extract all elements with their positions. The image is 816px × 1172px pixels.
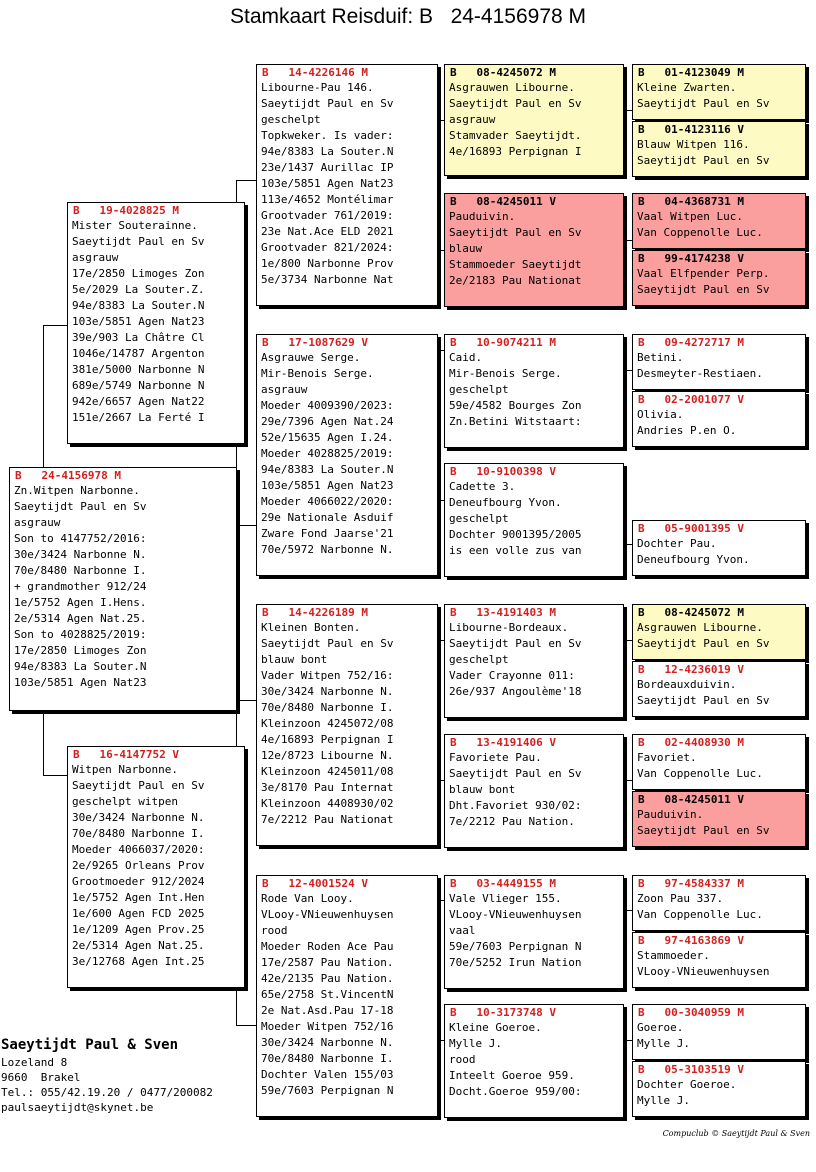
pedigree-line: Favoriete Pau. xyxy=(449,751,542,764)
pedigree-line: Kleinen Bonten. xyxy=(261,621,361,634)
connector xyxy=(236,525,256,526)
connector xyxy=(43,325,44,471)
pedigree-card-sire xyxy=(67,202,245,444)
pedigree-line: Saeytijdt Paul en Sv xyxy=(449,637,582,650)
pedigree-line: 2e/5314 Agen Nat.25. xyxy=(72,939,205,952)
pedigree-card-ss xyxy=(256,64,438,306)
connector xyxy=(624,544,632,545)
pedigree-line: Saeytijdt Paul en Sv xyxy=(72,235,205,248)
pedigree-line: Zn.Betini Witstaart: xyxy=(449,415,582,428)
ring-number: B 05-9001395 V xyxy=(638,522,744,535)
pedigree-line: Saeytijdt Paul en Sv xyxy=(637,824,770,837)
pedigree-line: 94e/8383 La Souter.N xyxy=(261,145,394,158)
pedigree-card-dsd xyxy=(444,734,624,848)
pedigree-card-g6 xyxy=(632,391,806,447)
pedigree-line: Asgrauwe Serge. xyxy=(261,351,361,364)
pedigree-line: 942e/6657 Agen Nat22 xyxy=(72,395,205,408)
ring-number: B 14-4226146 M xyxy=(262,66,368,79)
pedigree-line: 103e/5851 Agen Nat23 xyxy=(261,177,394,190)
pedigree-line: blauw xyxy=(449,242,483,255)
pedigree-line: 2e Nat.Asd.Pau 17-18 xyxy=(261,1004,394,1017)
owner-email: paulsaeytijdt@skynet.be xyxy=(1,1101,154,1114)
pedigree-line: Van Coppenolle Luc. xyxy=(637,226,763,239)
pedigree-line: Dochter 9001395/2005 xyxy=(449,528,582,541)
pedigree-line: Zware Fond Jaarse'21 xyxy=(261,527,394,540)
pedigree-line: Saeytijdt Paul en Sv xyxy=(72,779,205,792)
pedigree-line: 5e/3734 Narbonne Nat xyxy=(261,273,394,286)
pedigree-line: geschelpt xyxy=(261,113,321,126)
pedigree-card-g9 xyxy=(632,604,806,660)
connector xyxy=(236,180,256,181)
pedigree-line: blauw bont xyxy=(261,653,328,666)
pedigree-line: 30e/3424 Narbonne N. xyxy=(14,548,147,561)
ring-number: B 16-4147752 V xyxy=(73,748,179,761)
pedigree-line: 29e/7396 Agen Nat.24 xyxy=(261,415,394,428)
ring-number: B 02-2001077 V xyxy=(638,393,744,406)
pedigree-card-dam xyxy=(67,746,245,988)
pedigree-line: Kleine Goeroe. xyxy=(449,1021,542,1034)
pedigree-line: Favoriet. xyxy=(637,751,697,764)
pedigree-line: Saeytijdt Paul en Sv xyxy=(637,694,770,707)
pedigree-line: 39e/903 La Châtre Cl xyxy=(72,331,205,344)
pedigree-line: asgrauw xyxy=(261,383,308,396)
owner-block xyxy=(1,1035,213,1115)
pedigree-line: Van Coppenolle Luc. xyxy=(637,767,763,780)
ring-number: B 97-4163869 V xyxy=(638,934,744,947)
pedigree-line: Saeytijdt Paul en Sv xyxy=(637,637,770,650)
pedigree-line: rood xyxy=(261,924,288,937)
ring-number: B 97-4584337 M xyxy=(638,877,744,890)
pedigree-line: 70e/8480 Narbonne I. xyxy=(14,564,147,577)
pedigree-line: 151e/2667 La Ferté I xyxy=(72,411,205,424)
connector xyxy=(624,640,632,641)
pedigree-line: Mylle J. xyxy=(637,1037,690,1050)
pedigree-line: Vader Crayonne 011: xyxy=(449,669,575,682)
connector xyxy=(624,110,632,111)
connector xyxy=(624,370,632,371)
pedigree-line: Saeytijdt Paul en Sv xyxy=(637,154,770,167)
pedigree-card-dds xyxy=(444,875,624,989)
pedigree-line: Moeder Roden Ace Pau xyxy=(261,940,394,953)
pedigree-line: 103e/5851 Agen Nat23 xyxy=(261,479,394,492)
pedigree-line: 17e/2850 Limoges Zon xyxy=(14,644,147,657)
pedigree-card-ddd xyxy=(444,1004,624,1118)
pedigree-line: Betini. xyxy=(637,351,684,364)
pedigree-line: geschelpt xyxy=(449,653,509,666)
pedigree-line: blauw bont xyxy=(449,783,516,796)
pedigree-card-sss xyxy=(444,64,624,176)
pedigree-line: Asgrauwen Libourne. xyxy=(637,621,763,634)
pedigree-line: Saeytijdt Paul en Sv xyxy=(449,226,582,239)
pedigree-line: 5e/2029 La Souter.Z. xyxy=(72,283,205,296)
pedigree-line: Saeytijdt Paul en Sv xyxy=(14,500,147,513)
pedigree-line: 103e/5851 Agen Nat23 xyxy=(72,315,205,328)
pedigree-line: Saeytijdt Paul en Sv xyxy=(261,97,394,110)
ring-number: B 01-4123049 M xyxy=(638,66,744,79)
pedigree-line: Rode Van Looy. xyxy=(261,892,354,905)
ring-number: B 24-4156978 M xyxy=(15,469,121,482)
pedigree-card-g1 xyxy=(632,64,806,120)
pedigree-line: Saeytijdt Paul en Sv xyxy=(637,97,770,110)
pedigree-line: 1046e/14787 Argenton xyxy=(72,347,205,360)
pedigree-line: 65e/2758 St.VincentN xyxy=(261,988,394,1001)
pedigree-line: 1e/1209 Agen Prov.25 xyxy=(72,923,205,936)
pedigree-line: Son to 4028825/2019: xyxy=(14,628,147,641)
pedigree-line: 689e/5749 Narbonne N xyxy=(72,379,205,392)
pedigree-line: 70e/5972 Narbonne N. xyxy=(261,543,394,556)
pedigree-line: 29e Nationale Asduif xyxy=(261,511,394,524)
pedigree-line: 3e/8170 Pau Internat xyxy=(261,781,394,794)
pedigree-line: Moeder 4066037/2020: xyxy=(72,843,205,856)
pedigree-line: 30e/3424 Narbonne N. xyxy=(261,685,394,698)
ring-number: B 08-4245011 V xyxy=(450,195,556,208)
ring-number: B 02-4408930 M xyxy=(638,736,744,749)
pedigree-line: VLooy-VNieuwenhuysen xyxy=(449,908,582,921)
pedigree-line: Witpen Narbonne. xyxy=(72,763,178,776)
pedigree-line: Andries P.en O. xyxy=(637,424,737,437)
pedigree-line: Bordeauxduivin. xyxy=(637,678,737,691)
pedigree-line: 7e/2212 Pau Nation. xyxy=(449,815,575,828)
pedigree-line: geschelpt xyxy=(449,383,509,396)
pedigree-line: VLooy-VNieuwenhuysen xyxy=(637,965,770,978)
pedigree-line: 113e/4652 Montélimar xyxy=(261,193,394,206)
pedigree-line: Dochter Goeroe. xyxy=(637,1078,737,1091)
pedigree-line: vaal xyxy=(449,924,476,937)
pedigree-line: Dochter Valen 155/03 xyxy=(261,1068,394,1081)
pedigree-line: asgrauw xyxy=(72,251,119,264)
ring-number: B 13-4191406 V xyxy=(450,736,556,749)
ring-number: B 04-4368731 M xyxy=(638,195,744,208)
pedigree-line: Deneufbourg Yvon. xyxy=(449,496,562,509)
pedigree-line: 2e/2183 Pau Nationat xyxy=(449,274,582,287)
pedigree-line: 42e/2135 Pau Nation. xyxy=(261,972,394,985)
ring-number: B 12-4001524 V xyxy=(262,877,368,890)
pedigree-line: Grootvader 761/2019: xyxy=(261,209,394,222)
pedigree-line: Pauduivin. xyxy=(449,210,516,223)
ring-number: B 09-4272717 M xyxy=(638,336,744,349)
pedigree-line: 59e/7603 Perpignan N xyxy=(261,1084,394,1097)
ring-number: B 10-9074211 M xyxy=(450,336,556,349)
pedigree-line: 59e/7603 Perpignan N xyxy=(449,940,582,953)
pedigree-line: Son to 4147752/2016: xyxy=(14,532,147,545)
pedigree-card-dss xyxy=(444,604,624,718)
pedigree-line: Vaal Elfpender Perp. xyxy=(637,267,770,280)
pedigree-line: Mylle J. xyxy=(449,1037,502,1050)
pedigree-line: Vader Witpen 752/16: xyxy=(261,669,394,682)
ring-number: B 10-3173748 V xyxy=(450,1006,556,1019)
pedigree-line: Desmeyter-Restiaen. xyxy=(637,367,763,380)
connector xyxy=(624,910,632,911)
pedigree-line: 94e/8383 La Souter.N xyxy=(14,660,147,673)
pedigree-line: 23e/1437 Aurillac IP xyxy=(261,161,394,174)
connector xyxy=(43,710,44,775)
pedigree-line: geschelpt witpen xyxy=(72,795,178,808)
connector xyxy=(43,325,67,326)
pedigree-line: Asgrauwen Libourne. xyxy=(449,81,575,94)
owner-street: Lozeland 8 xyxy=(1,1056,68,1069)
pedigree-line: 3e/12768 Agen Int.25 xyxy=(72,955,205,968)
pedigree-line: 2e/5314 Agen Nat.25. xyxy=(14,612,147,625)
pedigree-line: 4e/16893 Perpignan I xyxy=(449,145,582,158)
pedigree-line: 30e/3424 Narbonne N. xyxy=(72,811,205,824)
pedigree-line: 17e/2850 Limoges Zon xyxy=(72,267,205,280)
pedigree-card-sdd xyxy=(444,463,624,577)
pedigree-line: geschelpt xyxy=(449,512,509,525)
pedigree-line: Saeytijdt Paul en Sv xyxy=(261,637,394,650)
pedigree-line: 23e Nat.Ace ELD 2021 xyxy=(261,225,394,238)
connector xyxy=(236,1025,256,1026)
pedigree-line: Kleine Zwarten. xyxy=(637,81,737,94)
ring-number: B 00-3040959 M xyxy=(638,1006,744,1019)
pedigree-card-g15 xyxy=(632,1004,806,1060)
pedigree-card-dd xyxy=(256,875,438,1117)
pedigree-card-g14 xyxy=(632,932,806,988)
pedigree-line: Van Coppenolle Luc. xyxy=(637,908,763,921)
pedigree-card-sd xyxy=(256,334,438,576)
page-title: Stamkaart Reisduif: B 24-4156978 M xyxy=(229,5,586,28)
pedigree-card-g12 xyxy=(632,791,806,847)
pedigree-line: Moeder Witpen 752/16 xyxy=(261,1020,394,1033)
pedigree-card-g3 xyxy=(632,193,806,249)
ring-number: B 99-4174238 V xyxy=(638,252,744,265)
pedigree-line: Mylle J. xyxy=(637,1094,690,1107)
ring-number: B 17-1087629 V xyxy=(262,336,368,349)
pedigree-line: Saeytijdt Paul en Sv xyxy=(449,97,582,110)
pedigree-line: Topkweker. Is vader: xyxy=(261,129,394,142)
ring-number: B 10-9100398 V xyxy=(450,465,556,478)
ring-number: B 13-4191403 M xyxy=(450,606,556,619)
ring-number: B 08-4245072 M xyxy=(450,66,556,79)
pedigree-line: Moeder 4066022/2020: xyxy=(261,495,394,508)
pedigree-card-g4 xyxy=(632,250,806,306)
pedigree-card-g5 xyxy=(632,334,806,390)
connector xyxy=(624,240,632,241)
connector xyxy=(624,520,625,544)
pedigree-line: 94e/8383 La Souter.N xyxy=(261,463,394,476)
pedigree-line: Zn.Witpen Narbonne. xyxy=(14,484,140,497)
pedigree-line: 2e/9265 Orleans Prov xyxy=(72,859,205,872)
pedigree-line: Inteelt Goeroe 959. xyxy=(449,1069,575,1082)
pedigree-line: Kleinzoon 4408930/02 xyxy=(261,797,394,810)
pedigree-line: 4e/16893 Perpignan I xyxy=(261,733,394,746)
pedigree-line: Moeder 4009390/2023: xyxy=(261,399,394,412)
pedigree-line: Mir-Benois Serge. xyxy=(449,367,562,380)
pedigree-line: Saeytijdt Paul en Sv xyxy=(449,767,582,780)
pedigree-line: Deneufbourg Yvon. xyxy=(637,553,750,566)
pedigree-line: Stammoeder Saeytijdt xyxy=(449,258,582,271)
ring-number: B 14-4226189 M xyxy=(262,606,368,619)
pedigree-line: Grootmoeder 912/2024 xyxy=(72,875,205,888)
connector xyxy=(43,775,67,776)
owner-phone: Tel.: 055/42.19.20 / 0477/200082 xyxy=(1,1086,213,1099)
pedigree-card-sds xyxy=(444,334,624,448)
footer-credit: Compuclub © Saeytijdt Paul & Sven xyxy=(662,1129,810,1138)
pedigree-line: Mister Souterainne. xyxy=(72,219,198,232)
pedigree-card-ds xyxy=(256,604,438,846)
pedigree-line: + grandmother 912/24 xyxy=(14,580,147,593)
pedigree-line: Docht.Goeroe 959/00: xyxy=(449,1085,582,1098)
pedigree-line: Kleinzoon 4245011/08 xyxy=(261,765,394,778)
pedigree-card-ssd xyxy=(444,193,624,307)
pedigree-line: rood xyxy=(449,1053,476,1066)
pedigree-line: Stamvader Saeytijdt. xyxy=(449,129,582,142)
pedigree-line: Zoon Pau 337. xyxy=(637,892,724,905)
pedigree-line: Dht.Favoriet 930/02: xyxy=(449,799,582,812)
pedigree-line: Libourne-Pau 146. xyxy=(261,81,374,94)
pedigree-line: 52e/15635 Agen I.24. xyxy=(261,431,394,444)
pedigree-line: 70e/8480 Narbonne I. xyxy=(72,827,205,840)
pedigree-card-g11 xyxy=(632,734,806,790)
connector xyxy=(624,1040,632,1041)
pedigree-line: 59e/4582 Bourges Zon xyxy=(449,399,582,412)
pedigree-line: Cadette 3. xyxy=(449,480,516,493)
pedigree-line: 17e/2587 Pau Nation. xyxy=(261,956,394,969)
ring-number: B 01-4123116 V xyxy=(638,123,744,136)
pedigree-line: 70e/8480 Narbonne I. xyxy=(261,1052,394,1065)
pedigree-card-g8 xyxy=(632,520,806,576)
pedigree-line: Caid. xyxy=(449,351,483,364)
pedigree-line: 70e/8480 Narbonne I. xyxy=(261,701,394,714)
pedigree-line: Libourne-Bordeaux. xyxy=(449,621,569,634)
pedigree-line: 26e/937 Angoulème'18 xyxy=(449,685,582,698)
pedigree-line: 1e/5752 Agen I.Hens. xyxy=(14,596,147,609)
connector xyxy=(624,780,632,781)
ring-number: B 05-3103519 V xyxy=(638,1063,744,1076)
pedigree-line: 1e/600 Agen FCD 2025 xyxy=(72,907,205,920)
pedigree-line: 7e/2212 Pau Nationat xyxy=(261,813,394,826)
pedigree-line: Vale Vlieger 155. xyxy=(449,892,562,905)
pedigree-card-g16 xyxy=(632,1061,806,1117)
owner-city: 9660 Brakel xyxy=(1,1071,81,1084)
ring-number: B 08-4245011 V xyxy=(638,793,744,806)
connector xyxy=(236,180,237,202)
pedigree-line: Blauw Witpen 116. xyxy=(637,138,750,151)
pedigree-line: Goeroe. xyxy=(637,1021,684,1034)
pedigree-line: asgrauw xyxy=(14,516,61,529)
pedigree-line: Kleinzoon 4245072/08 xyxy=(261,717,394,730)
pedigree-line: 12e/8723 Libourne N. xyxy=(261,749,394,762)
pedigree-line: 103e/5851 Agen Nat23 xyxy=(14,676,147,689)
pedigree-line: 94e/8383 La Souter.N xyxy=(72,299,205,312)
pedigree-line: Stammoeder. xyxy=(637,949,710,962)
pedigree-line: 30e/3424 Narbonne N. xyxy=(261,1036,394,1049)
pedigree-line: 1e/5752 Agen Int.Hen xyxy=(72,891,205,904)
pedigree-line: Vaal Witpen Luc. xyxy=(637,210,743,223)
pedigree-line: Moeder 4028825/2019: xyxy=(261,447,394,460)
ring-number: B 19-4028825 M xyxy=(73,204,179,217)
owner-name: Saeytijdt Paul & Sven xyxy=(1,1037,179,1053)
connector xyxy=(236,700,256,701)
pedigree-card-g2 xyxy=(632,121,806,177)
pedigree-card-g13 xyxy=(632,875,806,931)
pedigree-line: Olivia. xyxy=(637,408,684,421)
pedigree-line: Saeytijdt Paul en Sv xyxy=(637,283,770,296)
pedigree-line: Pauduivin. xyxy=(637,808,704,821)
pedigree-line: Mir-Benois Serge. xyxy=(261,367,374,380)
pedigree-line: asgrauw xyxy=(449,113,496,126)
pedigree-line: 70e/5252 Irun Nation xyxy=(449,956,582,969)
ring-number: B 03-4449155 M xyxy=(450,877,556,890)
pedigree-line: Dochter Pau. xyxy=(637,537,717,550)
connector xyxy=(236,985,237,1025)
pedigree-line: VLooy-VNieuwenhuysen xyxy=(261,908,394,921)
pedigree-line: 381e/5000 Narbonne N xyxy=(72,363,205,376)
pedigree-line: 1e/800 Narbonne Prov xyxy=(261,257,394,270)
ring-number: B 12-4236019 V xyxy=(638,663,744,676)
pedigree-card-subject xyxy=(9,467,237,711)
pedigree-line: Grootvader 821/2024: xyxy=(261,241,394,254)
pedigree-line: is een volle zus van xyxy=(449,544,582,557)
pedigree-card-g10 xyxy=(632,661,806,717)
ring-number: B 08-4245072 M xyxy=(638,606,744,619)
